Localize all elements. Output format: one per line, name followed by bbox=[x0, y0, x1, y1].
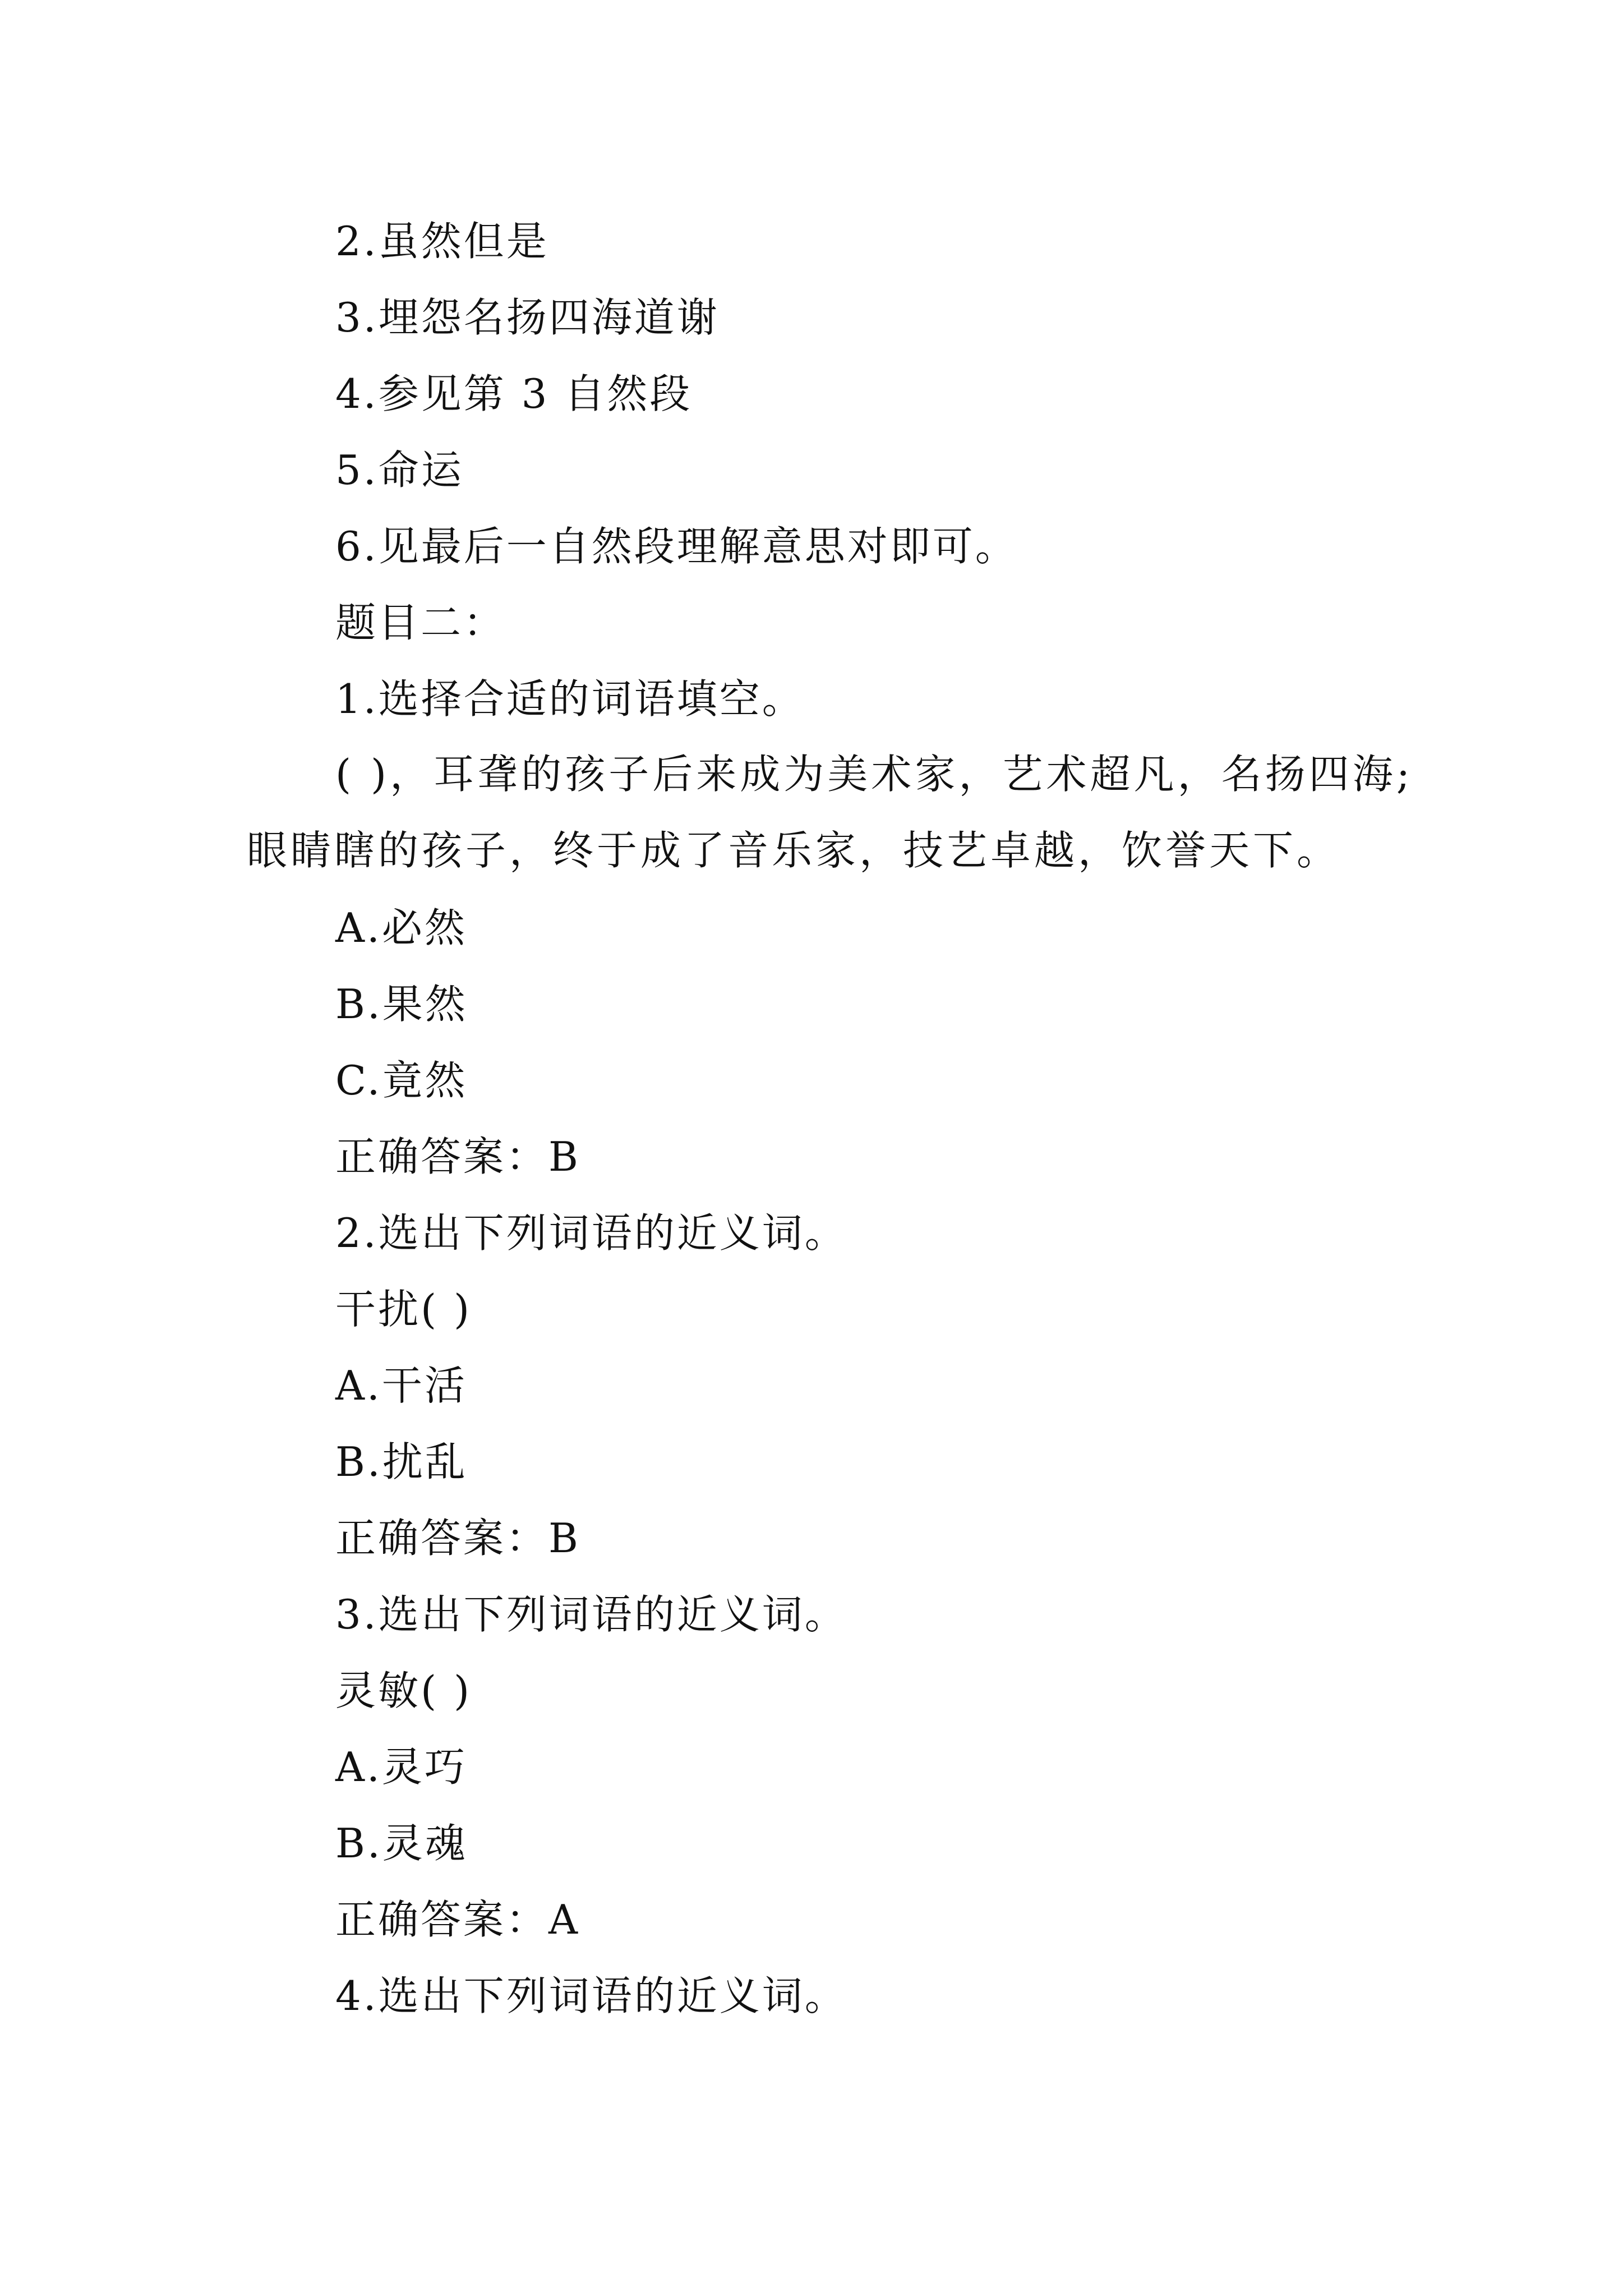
answer-line: 2.虽然但是 bbox=[335, 218, 549, 265]
option: A.必然 bbox=[335, 904, 467, 951]
question-word: 灵敏( ) bbox=[335, 1667, 472, 1714]
question-passage: ( )，耳聋的孩子后来成为美术家，艺术超凡，名扬四海;眼睛瞎的孩子，终于成了音乐家，技艺卓越，饮誉天下。 bbox=[247, 751, 1413, 874]
question-prompt: 2.选出下列词语的近义词。 bbox=[335, 1209, 847, 1257]
option: A.灵巧 bbox=[335, 1743, 467, 1791]
answer-text: 正确答案：B bbox=[335, 1133, 580, 1180]
answer-text: 正确答案：A bbox=[335, 1896, 580, 1943]
answer-line: 4.参见第 3 自然段 bbox=[335, 370, 693, 417]
answer-text: 正确答案：B bbox=[335, 1515, 580, 1562]
option: B.果然 bbox=[335, 981, 468, 1028]
question-word: 干扰( ) bbox=[335, 1286, 472, 1333]
option: A.干活 bbox=[335, 1362, 467, 1409]
answer-line: 6.见最后一自然段理解意思对即可。 bbox=[335, 523, 1018, 570]
question-prompt: 3.选出下列词语的近义词。 bbox=[335, 1591, 847, 1638]
answer-line: 5.命运 bbox=[335, 447, 464, 494]
option: B.灵魂 bbox=[335, 1820, 468, 1867]
option: B.扰乱 bbox=[335, 1438, 468, 1485]
question-prompt: 1.选择合适的词语填空。 bbox=[335, 675, 805, 723]
section-title: 题目二： bbox=[335, 599, 506, 646]
option: C.竟然 bbox=[335, 1057, 468, 1104]
question-prompt: 4.选出下列词语的近义词。 bbox=[335, 1972, 847, 2019]
answer-line: 3.埋怨名扬四海道谢 bbox=[335, 294, 720, 341]
